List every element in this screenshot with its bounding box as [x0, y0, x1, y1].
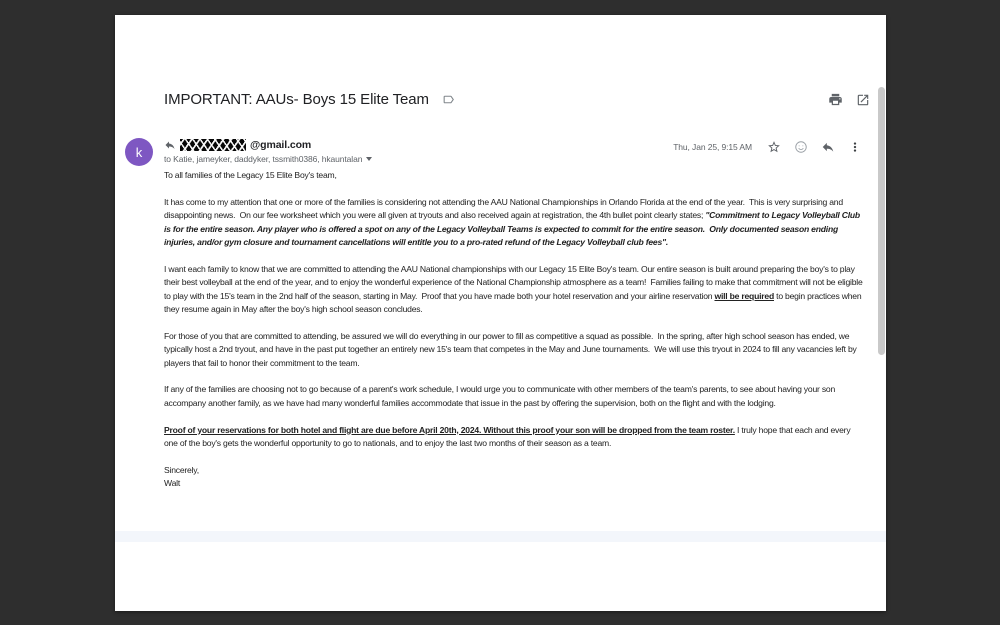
body-text: It has come to my attention that one or more of the families is considering not attending the AAU National Championships in Orlando Florida at the end of the year. This is very surprising and disappointing news. On our fee worksheet which you were all given at tryouts and also received again at registration, the 4th bullet point clearly states;	[164, 196, 846, 221]
emphasized-text: will be required	[714, 290, 774, 301]
avatar-letter: k	[135, 144, 143, 160]
chevron-down-icon[interactable]	[366, 157, 372, 161]
body-text: to begin practices when they resume again in May after the boy's high school season concludes.	[164, 290, 864, 315]
open-in-new-icon[interactable]	[856, 93, 870, 107]
email-message-panel	[115, 15, 886, 611]
reply-arrow-icon	[164, 139, 176, 151]
message-date: Thu, Jan 25, 9:15 AM	[673, 142, 752, 152]
body-text: Sincerely,	[164, 464, 199, 475]
email-paragraph	[164, 424, 864, 451]
email-paragraph	[164, 169, 864, 182]
subject-actions	[828, 92, 870, 107]
body-text: If any of the families are choosing not to go because of a parent's work schedule, I would urge you to communicate with other members of the team's parents, to see about having your son accompany another family, as we have had many wonderful families accommodate that issue in the past by offering the supervision, both on the flight and with the lodging.	[164, 384, 838, 408]
email-paragraph	[164, 330, 864, 370]
sender-email-domain[interactable]: @gmail.com	[250, 139, 312, 151]
email-paragraph	[164, 477, 864, 490]
emoji-reaction-icon[interactable]	[794, 140, 808, 154]
recipients-text: to Katie, jameyker, daddyker, tssmith0386, hkauntalan	[164, 154, 363, 164]
email-paragraph	[164, 263, 864, 317]
sender-block	[164, 138, 372, 164]
emphasized-text: Proof of your reservations for both hotel and flight are due before April 20th, 2024. Without this proof your son will be dropped from the team roster.	[164, 424, 735, 435]
email-subject: IMPORTANT: AAUs- Boys 15 Elite Team	[164, 91, 429, 108]
email-body	[164, 169, 864, 491]
recipients-line[interactable]	[164, 154, 372, 164]
reply-icon[interactable]	[821, 140, 835, 154]
body-text: I truly hope that each and every one of the boy's gets the wonderful opportunity to go to nationals, and to enjoy the last two months of their season as a team.	[164, 424, 853, 449]
print-icon[interactable]	[828, 92, 843, 107]
email-paragraph	[164, 196, 864, 250]
scrollbar-thumb[interactable]	[878, 87, 885, 355]
body-text: To all families of the Legacy 15 Elite Boy's team,	[164, 170, 337, 180]
emphasized-text: "Commitment to Legacy Volleyball Club is for the entire season. Any player who is offered a spot on any of the Legacy Volleyball Teams is expected to commit for the entire season. Only documented season ending injuries, and/or gym closure and tournament cancellations will entitle you to a pro-rated refund of the Legacy Volleyball club fees".	[164, 210, 863, 248]
subject-row	[164, 91, 870, 108]
redacted-sender-box	[180, 139, 246, 151]
label-icon	[442, 93, 455, 106]
sender-line	[164, 139, 372, 151]
bottom-divider-strip	[115, 531, 886, 542]
body-text: Walt	[164, 478, 180, 489]
email-paragraph	[164, 464, 864, 477]
message-actions	[673, 138, 862, 154]
message-header-row	[125, 138, 862, 166]
more-options-icon[interactable]	[848, 140, 862, 154]
email-paragraph	[164, 383, 864, 410]
body-text: I want each family to know that we are committed to attending the AAU National championships with our Legacy 15 Elite Boy's team. Our entire season is built around preparing the boy's to play their best volleyball at the end of the year, and to enjoy the wonderful experience of the National Championship atmosphere as a team! Families failing to make that commitment will not be eligible to play with the 15's team in the 2nd half of the season, starting in May. Proof that you have made both your hotel reservation and your airline reservation	[164, 263, 865, 301]
star-icon[interactable]	[767, 140, 781, 154]
body-text: For those of you that are committed to attending, be assured we will do everything in our power to fill as competitive a squad as possible. In the spring, after high school season has ended, we typically host a 2nd tryout, and have in the past put together an entirely new 15's team that competes in the May and June tournaments. We will use this tryout in 2024 to fill any vacancies left by players that fail to honor their commitment to the team.	[164, 330, 859, 368]
sender-avatar[interactable]	[125, 138, 153, 166]
